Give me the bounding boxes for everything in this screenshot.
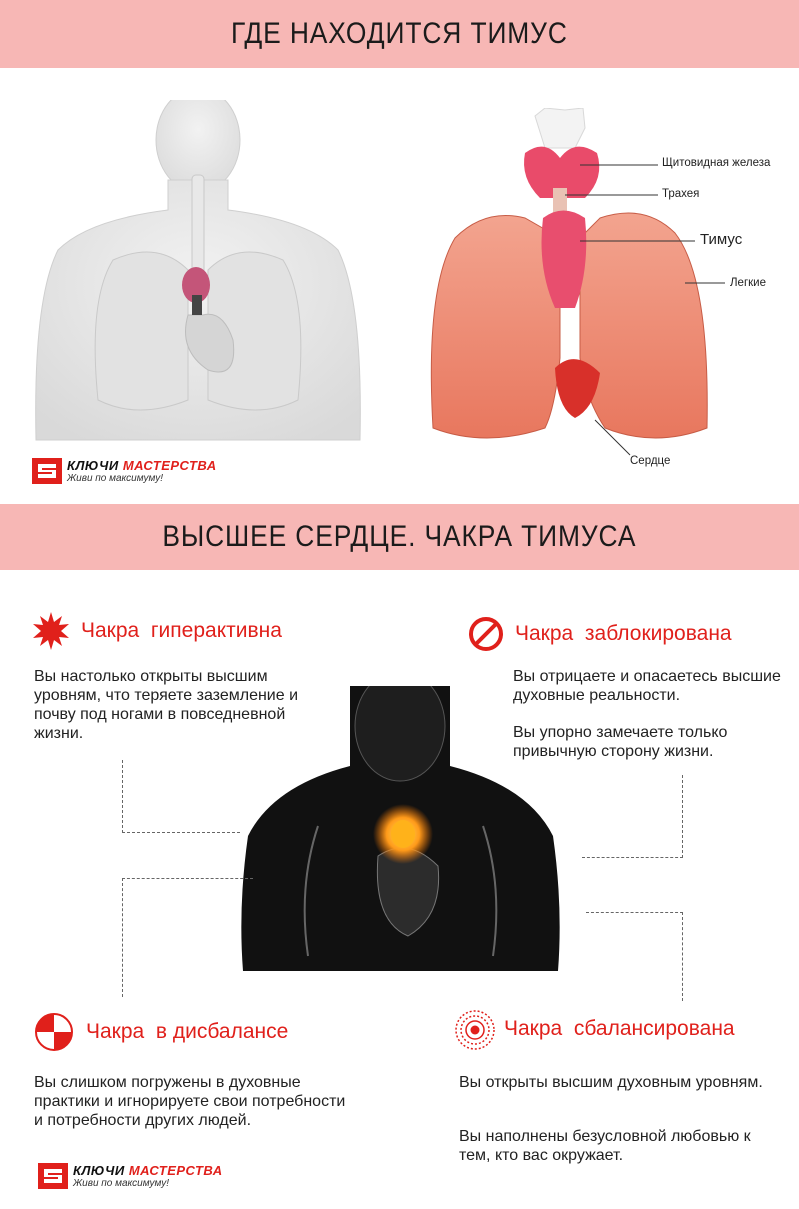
connector-blocked	[582, 775, 683, 858]
label-leader-lines	[560, 155, 760, 465]
top-banner-title: ГДЕ НАХОДИТСЯ ТИМУС	[231, 17, 568, 50]
connector-imbalanced	[122, 878, 253, 997]
chakra-hyperactive-title: Чакра гиперактивна	[81, 619, 282, 642]
chakra-balanced-text2: Вы наполнены безусловной любовью к тем, кто вас окружает.	[459, 1128, 751, 1164]
chakra-balanced-text1: Вы открыты высшим духовным уровням.	[459, 1074, 763, 1091]
brand-logo	[32, 458, 217, 484]
prohibition-icon	[468, 616, 504, 652]
chakra-imbalanced-title: Чакра в дисбалансе	[86, 1020, 289, 1043]
connector-hyperactive	[122, 760, 240, 833]
label-thyroid: Щитовидная железа	[662, 157, 771, 169]
chakra-banner	[0, 504, 799, 570]
female-torso-illustration	[28, 100, 368, 445]
chakra-imbalanced-text: Вы слишком погружены в духовные практики и игнорируете свои потребности и потребности других людей.	[34, 1074, 346, 1129]
chest-xray-illustration	[238, 686, 563, 971]
label-thymus: Тимус	[700, 231, 743, 248]
logo-slogan: Живи по максимуму!	[73, 1178, 169, 1189]
logo-brand-part1: КЛЮЧИ	[73, 1163, 125, 1178]
logo-mark-icon	[32, 458, 62, 484]
label-heart: Сердце	[630, 455, 671, 467]
quartered-circle-icon	[34, 1012, 74, 1052]
logo-brand-part2: МАСТЕРСТВА	[128, 1163, 223, 1178]
logo-mark-icon	[38, 1163, 68, 1189]
logo-brand-part1: КЛЮЧИ	[67, 458, 119, 473]
chakra-hyperactive-text: Вы настолько открыты высшим уровням, что теряете заземление и почву под ногами в повседневной жизни.	[34, 668, 299, 742]
brand-logo-bottom	[38, 1163, 223, 1189]
chakra-balanced-title: Чакра сбалансирована	[504, 1017, 735, 1040]
logo-slogan: Живи по максимуму!	[67, 473, 163, 484]
connector-balanced	[586, 912, 683, 1001]
target-rings-icon	[454, 1009, 496, 1051]
chakra-banner-title: ВЫСШЕЕ СЕРДЦЕ. ЧАКРА ТИМУСА	[162, 520, 637, 553]
red-burst-icon	[32, 612, 70, 650]
label-lungs: Легкие	[730, 277, 766, 289]
top-banner	[0, 0, 799, 68]
logo-brand-part2: МАСТЕРСТВА	[122, 458, 217, 473]
chakra-blocked-text2: Вы упорно замечаете только привычную сторону жизни.	[513, 724, 728, 760]
chakra-blocked-title: Чакра заблокирована	[515, 622, 732, 645]
chakra-blocked-text1: Вы отрицаете и опасаетесь высшие духовные реальности.	[513, 668, 781, 704]
label-trachea: Трахея	[662, 188, 700, 200]
